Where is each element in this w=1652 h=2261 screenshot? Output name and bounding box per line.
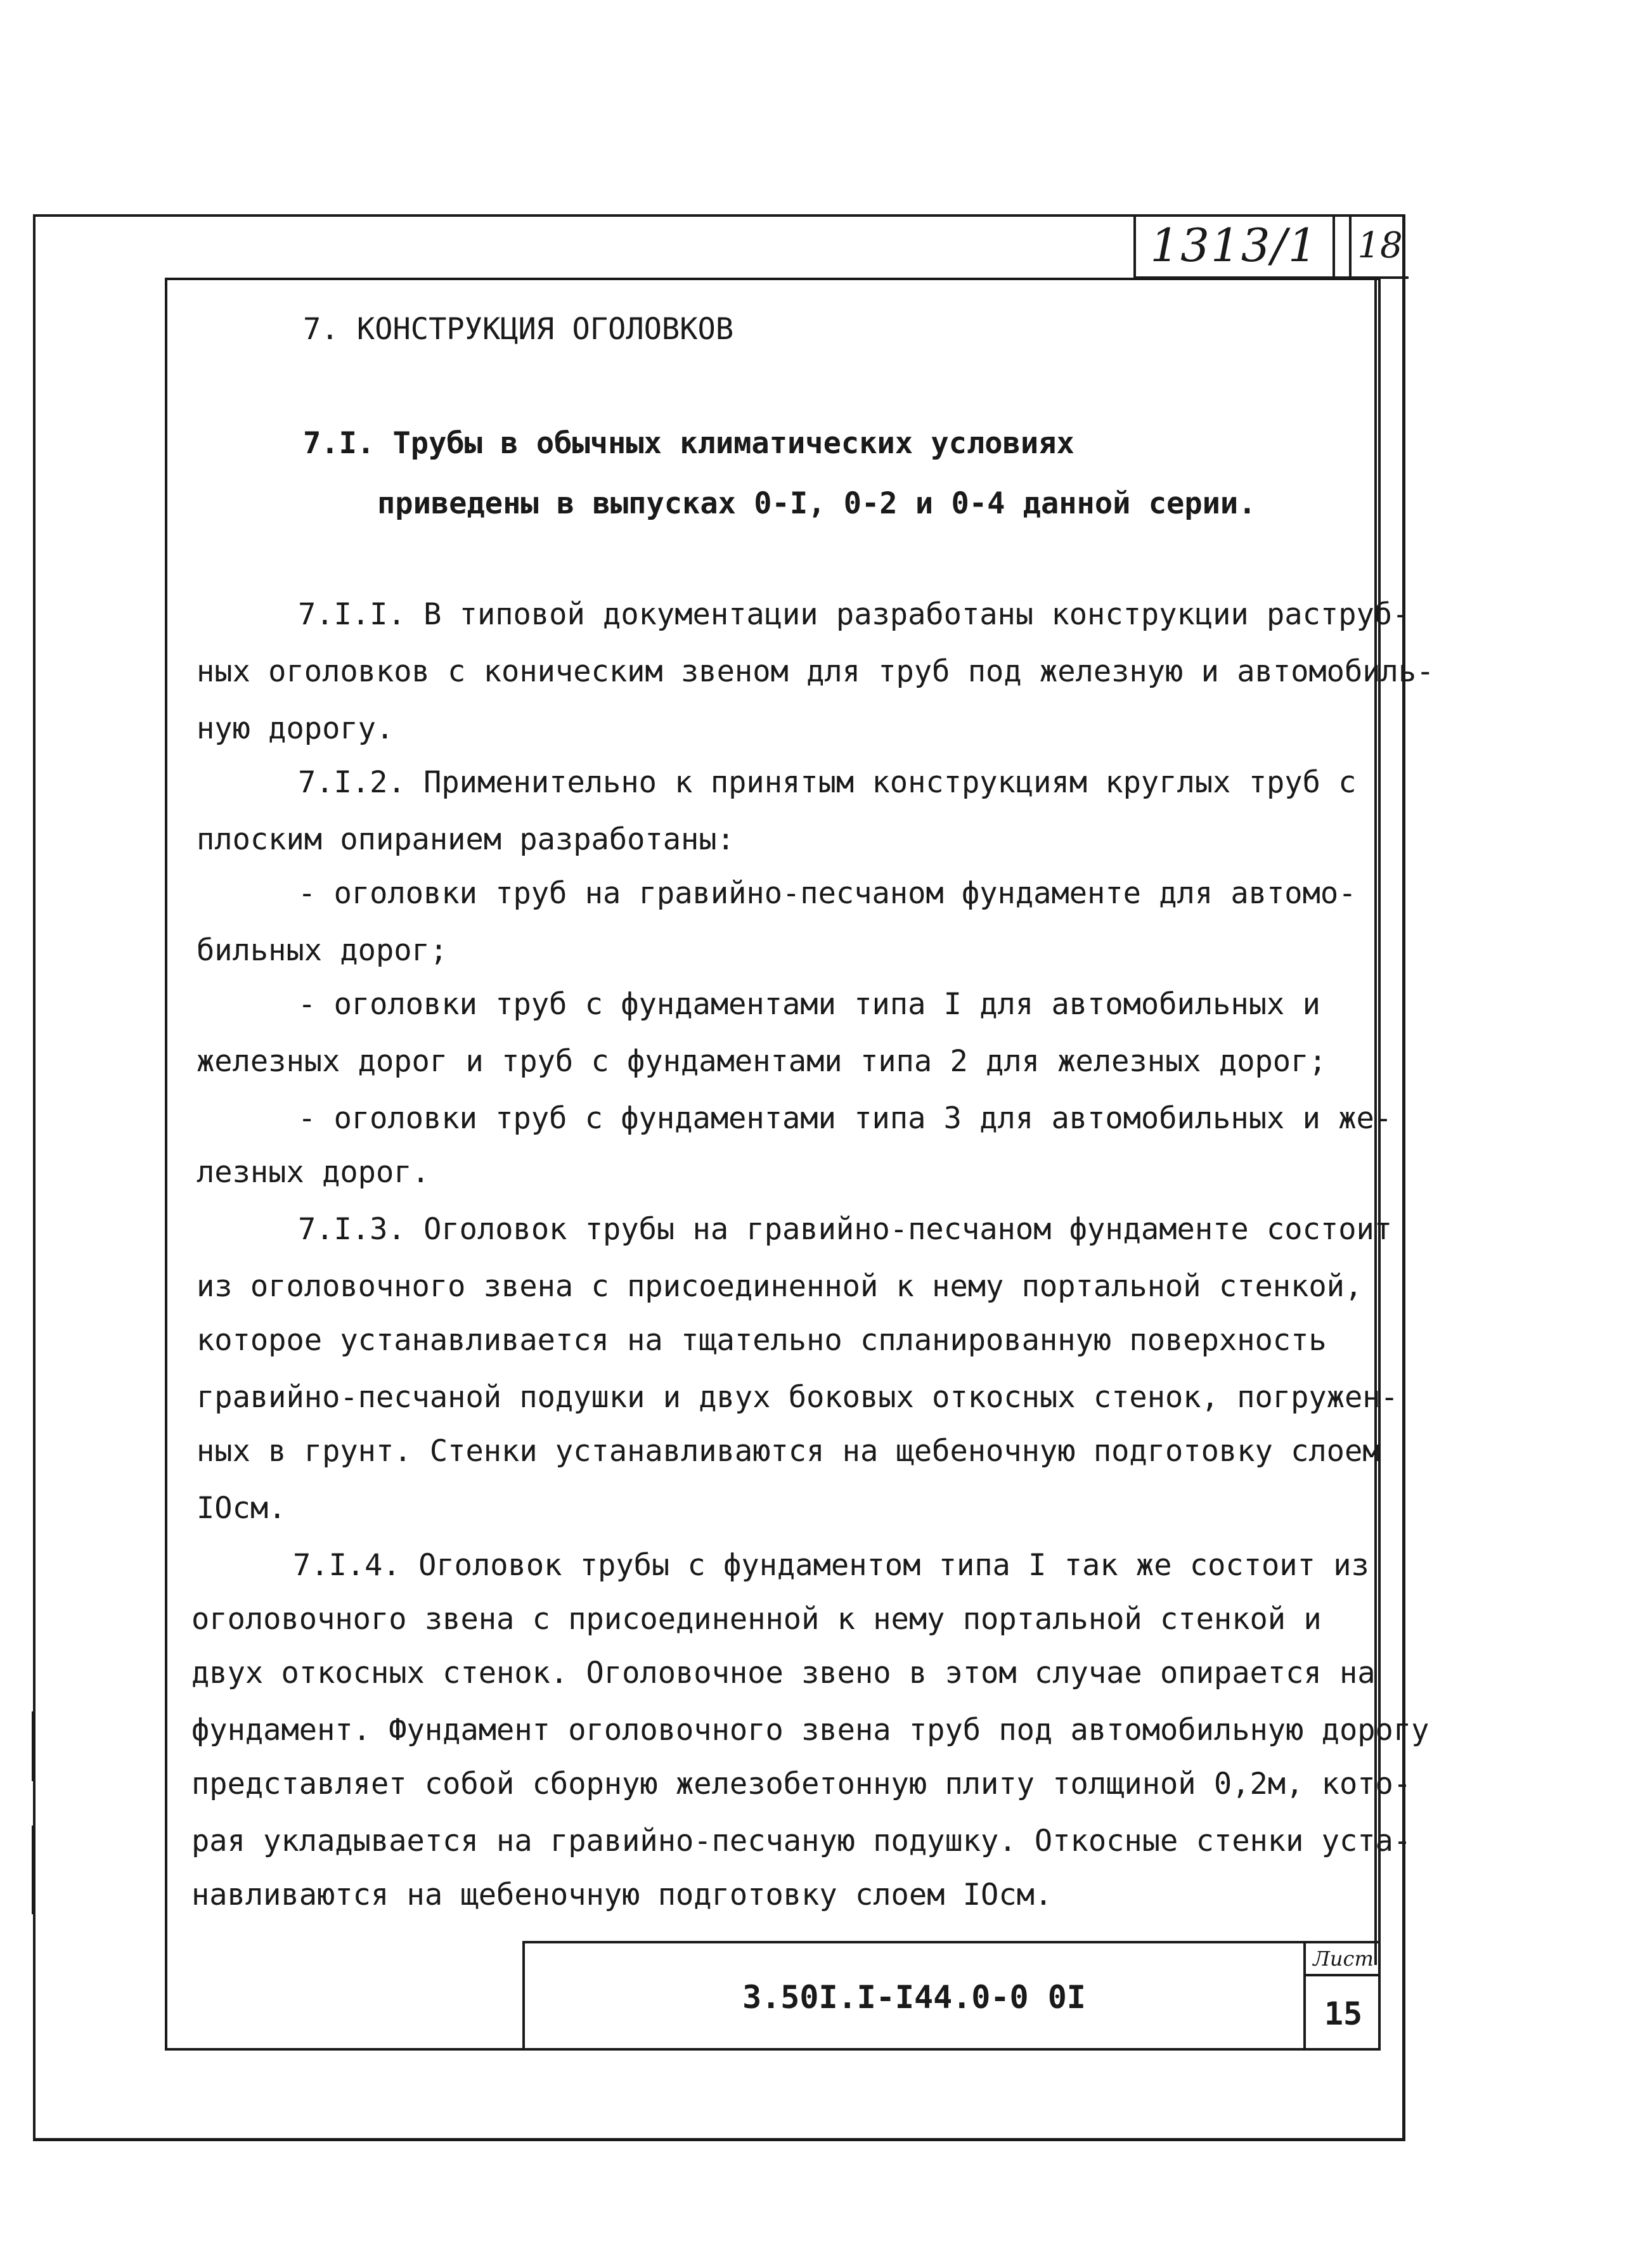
margin-mark [32,1711,34,1781]
list-item-cont: бильных дорог; [197,933,448,968]
paragraph-line: IOсм. [197,1491,287,1526]
paragraph-line: оголовочного звена с присоединенной к нему портальной стенкой и [191,1602,1322,1637]
paragraph-line: ную дорогу. [197,711,394,746]
paragraph-line: гравийно-песчаной подушки и двух боковых откосных стенок, погружен- [197,1380,1398,1415]
sheet-number: 15 [1324,1995,1363,2032]
subsection-heading: 7.I. Трубы в обычных климатических условиях [303,426,1074,461]
paragraph-line: ных в грунт. Стенки устанавливаются на щебеночную подготовку слоем [197,1434,1381,1469]
margin-mark [32,1826,34,1914]
list-item: - оголовки труб с фундаментами типа I для автомобильных и [298,987,1320,1022]
doc-number: 1313/1 [1136,214,1335,276]
paragraph-line: 7.I.I. В типовой документации разработаны конструкции раструб- [298,597,1410,632]
top-stamp [1133,214,1409,279]
paragraph-line: 7.I.2. Применительно к принятым конструкциям круглых труб с [298,765,1357,800]
paragraph-line: двух откосных стенок. Оголовочное звено в этом случае опирается на [191,1656,1376,1691]
paragraph-line: навливаются на щебеночную подготовку слоем IOсм. [191,1878,1053,1912]
paragraph-line: плоским опиранием разработаны: [197,822,735,857]
paragraph-line: 7.I.4. Оголовок трубы с фундаментом типа I так же состоит из [293,1548,1369,1583]
subsection-heading-cont: приведены в выпусках 0-I, 0-2 и 0-4 данной серии. [377,486,1256,521]
paragraph-line: ных оголовков с коническим звеном для труб под железную и автомобиль- [197,654,1435,689]
list-item: - оголовки труб с фундаментами типа 3 для автомобильных и же- [298,1101,1393,1136]
title-block [522,1941,1381,2051]
paragraph-line: фундамент. Фундамент оголовочного звена труб под автомобильную дорогу [191,1713,1429,1748]
paragraph-line: 7.I.3. Оголовок трубы на гравийно-песчаном фундаменте состоит [298,1212,1393,1247]
list-item: - оголовки труб на гравийно-песчаном фундаменте для автомо- [298,876,1357,911]
sheet-label: Лист [1306,1943,1381,1976]
list-item-cont: лезных дорог. [197,1155,430,1190]
paragraph-line: рая укладывается на гравийно-песчаную подушку. Откосные стенки уста- [191,1824,1412,1858]
paragraph-line: из оголовочного звена с присоединенной к нему портальной стенкой, [197,1269,1363,1304]
stamp-gap [1335,214,1352,276]
section-heading: 7. КОНСТРУКЦИЯ ОГОЛОВКОВ [303,312,734,347]
paragraph-line: которое устанавливается на тщательно спланированную поверхность [197,1323,1327,1358]
paragraph-line: представляет собой сборную железобетонную плиту толщиной 0,2м, кото- [191,1767,1412,1801]
list-item-cont: железных дорог и труб с фундаментами типа 2 для железных дорог; [197,1044,1327,1079]
document-code: 3.50I.I-I44.0-0 0I [525,1943,1306,2051]
sheet-number-top: 18 [1357,224,1403,266]
